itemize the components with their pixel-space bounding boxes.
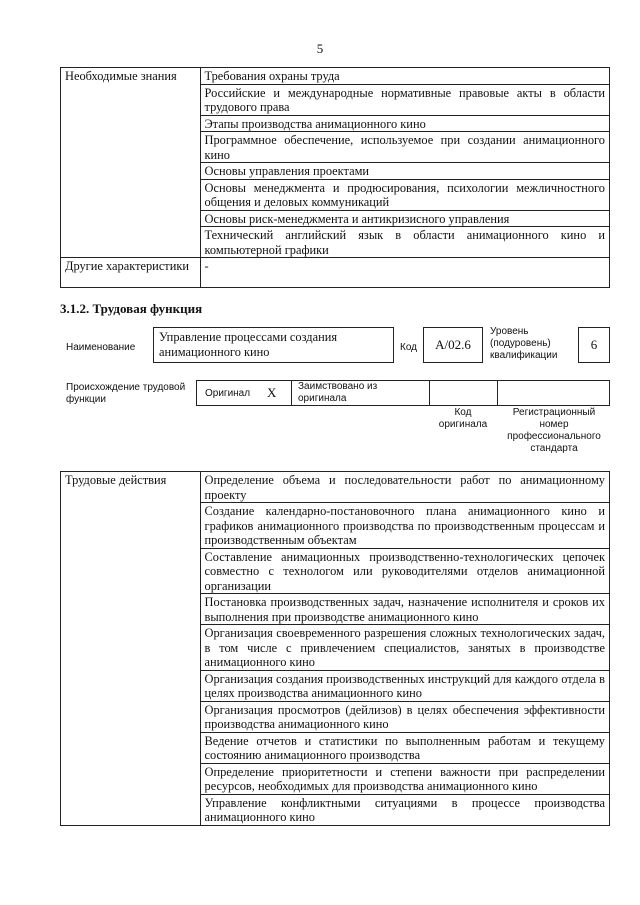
other-characteristics-label: Другие характеристики	[61, 258, 201, 288]
knowledge-item: Технический английский язык в области анимационного кино и компьютерной графики	[200, 227, 610, 258]
borrowed-label: Заимствовано из оригинала	[298, 381, 378, 404]
level-value: 6	[590, 337, 598, 352]
borrowed-cell	[291, 380, 430, 406]
actions-item: Организация своевременного разрешения сложных технологических задач, в том числе с привлечением специалистов, занятых в производстве анимационного кино	[200, 625, 610, 671]
table-row	[61, 68, 610, 85]
table-row	[61, 472, 610, 503]
knowledge-item: Основы управления проектами	[200, 163, 610, 180]
knowledge-label: Необходимые знания	[61, 68, 201, 258]
level-label: Уровень (подуровень) квалификации	[490, 326, 558, 361]
origin-label: Происхождение трудовой функции	[66, 382, 186, 405]
knowledge-item: Основы менеджмента и продюсирования, психологии межличностного общения и деловых коммуникаций	[200, 179, 610, 210]
table-row	[61, 258, 610, 288]
knowledge-item: Основы риск-менеджмента и антикризисного управления	[200, 210, 610, 227]
actions-item: Ведение отчетов и статистики по выполненным работам и текущему состоянию анимационного производства	[200, 732, 610, 763]
actions-item: Организация создания производственных инструкций для каждого отдела в целях производства анимационного кино	[200, 670, 610, 701]
actions-item: Создание календарно-постановочного плана анимационного кино и графиков анимационного производства по производственным процессам и производственным объектам	[200, 503, 610, 549]
original-cell	[196, 380, 292, 406]
function-name-box	[153, 327, 394, 363]
knowledge-item: Российские и международные нормативные правовые акты в области трудового права	[200, 84, 610, 115]
page-number: 5	[316, 41, 324, 56]
knowledge-table	[60, 67, 610, 288]
level-box	[578, 327, 610, 363]
other-characteristics-value: -	[200, 258, 610, 288]
name-label: Наименование	[66, 342, 136, 353]
original-mark: Х	[267, 385, 277, 400]
actions-item: Организация просмотров (дейлизов) в целях обеспечения эффективности производства анимационного кино	[200, 701, 610, 732]
actions-item: Определение объема и последовательности работ по анимационному проекту	[200, 472, 610, 503]
code-original-cell	[429, 380, 498, 406]
knowledge-item: Программное обеспечение, используемое при создании анимационного кино	[200, 132, 610, 163]
actions-item: Постановка производственных задач, назначение исполнителя и сроков их выполнения при производстве анимационного кино	[200, 594, 610, 625]
section-heading: 3.1.2. Трудовая функция	[60, 301, 203, 316]
code-label: Код	[400, 342, 418, 353]
code-original-caption: Код оригинала	[438, 407, 488, 430]
reg-number-caption: Регистрационный номер профессионального стандарта	[507, 407, 601, 454]
actions-label: Трудовые действия	[61, 472, 201, 826]
actions-item: Определение приоритетности и степени важности при распределении ресурсов, необходимых для производства анимационного кино	[200, 763, 610, 794]
function-code: А/02.6	[435, 337, 471, 352]
actions-table	[60, 471, 610, 826]
actions-item: Составление анимационных производственно-технологических цепочек совместно с технологом или руководителями отделов анимационной организации	[200, 548, 610, 594]
actions-item: Управление конфликтными ситуациями в процессе производства анимационного кино	[200, 794, 610, 825]
function-name: Управление процессами создания анимационного кино	[159, 330, 338, 359]
reg-number-cell	[497, 380, 610, 406]
knowledge-item: Этапы производства анимационного кино	[200, 115, 610, 132]
code-box	[423, 327, 483, 363]
original-label: Оригинал	[205, 388, 251, 399]
knowledge-item: Требования охраны труда	[200, 68, 610, 85]
